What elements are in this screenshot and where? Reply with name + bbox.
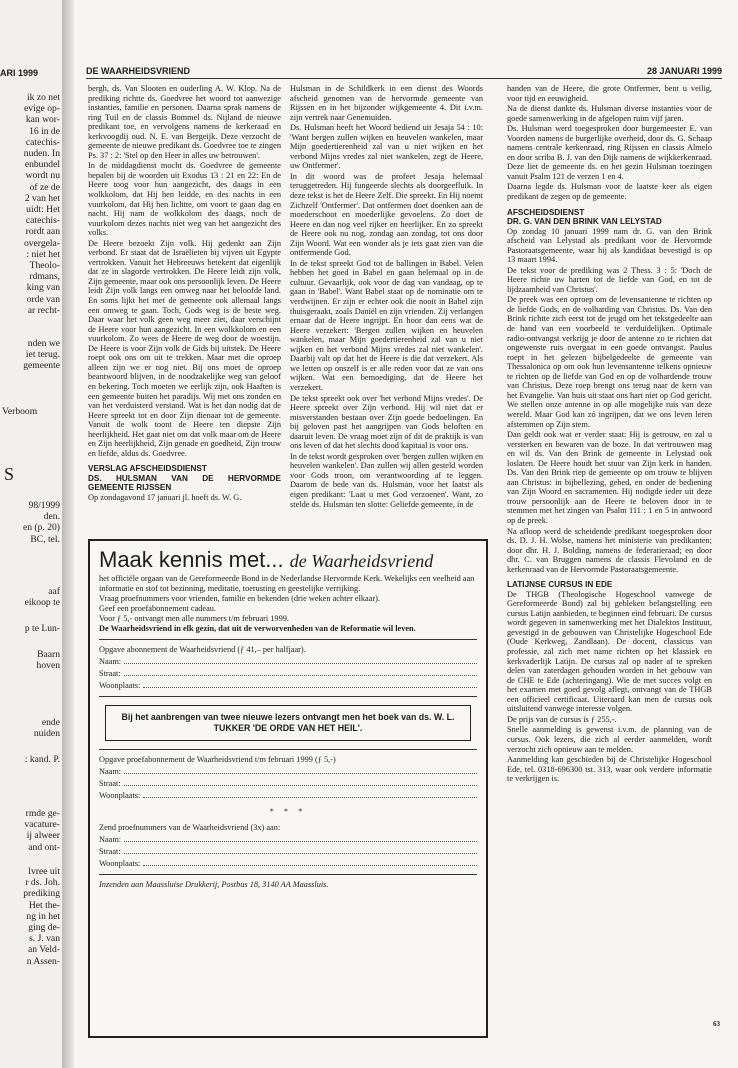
- fill-line[interactable]: [124, 835, 477, 842]
- name-field[interactable]: [99, 835, 477, 845]
- fill-line[interactable]: [124, 767, 477, 774]
- previous-page-header: ARI 1999: [0, 68, 39, 78]
- field-label: Straat:: [99, 779, 121, 788]
- divider: [99, 639, 477, 640]
- previous-page-edge: [0, 0, 63, 1068]
- field-label: Woonplaats:: [99, 859, 141, 868]
- divider: [99, 696, 477, 697]
- fill-line[interactable]: [143, 859, 477, 866]
- previous-page-text: ende nuiden: [33, 717, 60, 740]
- ad-line: Voor ƒ 5,- ontvangt men alle nummers t/m februari 1999.: [99, 614, 289, 623]
- previous-page-text: Verboom: [2, 406, 38, 417]
- field-label: Woonplaats:: [99, 791, 141, 800]
- previous-page-text: S: [4, 464, 15, 484]
- book-gutter: [62, 0, 74, 1068]
- paragraph: De preek was een oproep om de levensantenne te richten op de liefde Gods, en de volharding van Christus. Ds. Van den Brink richtte zich eerst tot de jeugd om het tekstgedeelte aan de hand van een voorbeeld te verduidelijken. Optimale radio-ontvangst verkrijg je door de antenne zo te richten dat ongewenste ruis overgaat in een goede ontvangst. Paulus roept in het gelezen bijbelgedeelte de gemeente van Thessalonica op om ook hun levensantenne telkens opnieuw te richten op de liefde van God en op de volhardende trouw van Christus. Deze roep brengt ons terug naar de kern van het Evangelie. Van huis uit staat ons hart niet op God gericht. We stellen onze antenne in op alle mogelijke ruis van deze wereld. Maar God kan zó ingrijpen, dat we ons leven leren afstemmen op Zijn stem.: [507, 295, 712, 429]
- bonus-offer-box: Bij het aanbrengen van twee nieuwe lezers ontvangt men het boek van ds. W. L. TUKKER 'DE ORDE VAN HET HEIL'.: [105, 705, 471, 741]
- section-heading: AFSCHEIDSDIENST: [507, 207, 585, 217]
- paragraph: Hulsman in de Schildkerk in een dienst des Woords afscheid genomen van de hervormde gemeente van Rijssen en in het bijzonder wijkgemeente 4. Dit i.v.m. zijn vertrek naar Genemuiden.: [290, 84, 483, 122]
- paragraph: Daarna legde ds. Hulsman voor de laatste keer als eigen predikant de zegen op de gemeente.: [507, 182, 712, 202]
- form-title-subscription: Opgave abonnement de Waarheidsvriend (ƒ 41,– per halfjaar).: [99, 645, 306, 654]
- city-field[interactable]: [99, 859, 477, 869]
- section-subheading: DR. G. VAN DEN BRINK VAN LELYSTAD: [507, 217, 662, 227]
- previous-page-text: ik zo net evige op- kan wor- 16 in de catechis- nuden. In enbundel wordt nu of ze de 2 van het uidt: Het catechis- rordt aan overgela- : niet het Theolo- rdmans, king van orde van ar recht-: [23, 92, 60, 316]
- previous-page-text: Baarn hoven: [36, 649, 60, 672]
- page-number: 63: [713, 1020, 720, 1028]
- ad-line: Vraag proefnummers voor vrienden, familie en bekenden (drie weken achter elkaar).: [99, 594, 381, 603]
- previous-page-text: aaf eikoop te: [24, 586, 60, 609]
- newspaper-page: [74, 0, 738, 1068]
- form-title-samples: Zend proefnummers van de Waarheidsvriend (3x) aan:: [99, 823, 281, 832]
- column-3: [507, 84, 712, 785]
- ad-title-brand: de Waarheidsvriend: [289, 551, 434, 571]
- paragraph: De prijs van de cursus is ƒ 255,-.: [507, 714, 617, 724]
- paragraph: Na de dienst dankte ds. Hulsman diverse instanties voor de goede samenwerking in de afgelopen ruim vijf jaren.: [507, 104, 712, 123]
- issue-date: 28 JANUARI 1999: [646, 66, 722, 76]
- fill-line[interactable]: [124, 657, 477, 664]
- ad-line: Geef een proefabonnement cadeau.: [99, 604, 217, 613]
- paragraph: In de middagdienst mocht ds. Goedvree de gemeente bepalen bij de woorden uit Exodus 13 : 21 en 22: En de Heere toog voor hun aangezicht, des daags in een wolkkolom, dat Hij hen leidde, en des nachts in een vuurkolom, dat Hij hen lichtte, om voort te gaan dag en nacht. Hij nam de wolkkolom des daags, noch de vuurkolom dezes nachts niet weg van het aangezicht des volks.: [88, 161, 281, 238]
- ad-title-main: Maak kennis met...: [99, 547, 284, 572]
- name-field[interactable]: [99, 767, 477, 777]
- paragraph: In de tekst spreekt God tot de ballingen in Babel. Velen hebben het goed in Babel en gaan helemaal op in de cultuur. Gevaarlijk, ook voor de dag van vandaag, op te gaan in 'Babel'. Want Babel staat op de nominatie om te verdwijnen. Er zijn er echter ook die nooit in Babel zijn thuisgeraakt, zoals Daniël en zijn vrienden. Zij verlangen ernaar dat de Heere ingrijpt. En hoor dan eens wat de Heere verzekert: 'Bergen zullen wijken en heuvelen wankelen, maar Mijn goedertierenheid zal van u niet wijken en het verbond Mijns vredes zal niet wankelen'. Daarbij valt op dat het de Heere is die dat verzekert. Als we letten op onszelf is er alle reden voor dat ze van ons wijken. Wat een bemoediging, dat de Heere het verzekert.: [290, 258, 483, 392]
- fill-line[interactable]: [124, 847, 477, 854]
- ad-title: [99, 547, 477, 574]
- publication-name: DE WAARHEIDSVRIEND: [86, 66, 191, 76]
- fill-line[interactable]: [143, 791, 477, 798]
- ad-footer-address: Inzenden aan Maassluise Drukkerij, Postbus 18, 3140 AA Maassluis.: [99, 880, 329, 889]
- paragraph: Dan geldt ook wat er verder staat: Hij is getrouw, en zal u versterken en bewaren van de boze. In dat vertrouwen mag en wil ds. Van den Brink de gemeente in Lelystad ook loslaten. De Heere houdt het stuur van Zijn kerk in handen. Ds. Van den Brink riep de gemeente op om trouw te blijven aan Christus: in bijbellezing, gebed, en onder de bediening van Zijn Woord en sacramenten. Hij nodigde ieder uit deze trouw persoonlijk aan de Heere te beloven door in te stemmen met het zingen van Psalm 111 : 1 en 5 in antwoord op de preek.: [507, 430, 712, 525]
- previous-page-text: rmde ge- vacature- ij alweer and ont-: [24, 808, 60, 853]
- previous-page-text: nden we iet terug. gemeente: [23, 338, 60, 372]
- running-header: [86, 66, 722, 79]
- paragraph: In de tekst wordt gesproken over 'bergen zullen wijken en heuvelen wankelen'. Dan zullen wij allen gesteld worden voor Gods troon, om verantwoording af te leggen. Daarom de bede van ds. Hulsman, voor het laatst als eigen predikant: 'Laat u met God verzoenen'. Want, zo stelde ds. Hulsman ten slotte: Geliefde gemeente, in de: [290, 451, 483, 509]
- field-label: Naam:: [99, 767, 122, 776]
- paragraph: Snelle aanmelding is gewenst i.v.m. de planning van de cursus. Ook lezers, die zich al eerder aanmelden, wordt verzocht zich opnieuw aan te melden.: [507, 725, 712, 754]
- previous-page-text: lvree uit r ds. Joh. prediking Het the- ng in het ging de- s. J. van an Veld- n Assen-: [23, 866, 60, 967]
- paragraph: Ds. Hulsman werd toegesproken door burgemeester E. van Voorden namens de burgerlijke overheid, door ds. G. Schaap namens centrale kerkenraad, ring Rijssen en classis Almelo en door scriba B. J. van den Dijk namens de wijkkerkenraad. Deze liet de gemeente ds. en het gezin Hulsman toezingen vanuit Psalm 121 de verzen 1 en 4.: [507, 124, 712, 181]
- column-1: [88, 84, 281, 503]
- street-field[interactable]: [99, 847, 477, 857]
- previous-page-text: : kand. P.: [24, 754, 60, 765]
- section-subheading: DS. HULSMAN VAN DE HERVORMDE GEMEENTE RIJSSEN: [88, 473, 281, 493]
- section-heading: VERSLAG AFSCHEIDSDIENST: [88, 464, 207, 474]
- divider: [99, 749, 477, 750]
- paragraph: Op zondagavond 17 januari jl. hoeft ds. W. G.: [88, 492, 242, 502]
- paragraph: Aanmelding kan geschieden bij de Christelijke Hogeschool Ede, tel. 0318-696300 tst. 313, waar ook verdere informatie te verkrijgen is.: [507, 755, 712, 784]
- previous-page-text: p te Lun-: [24, 623, 60, 634]
- paragraph: In dit woord was de profeet Jesaja helemaal teruggetreden. Hij fungeerde slechts als doorgeefluik. In deze tekst is het de Heere Zelf. Die spreekt. En Hij noemt Zichzelf 'Ontfermer'. Dat ontfermen doet doenken aan de moederschoot en moederlijke gevoelens. Zo doet de Heere en dan nog veel rijker en heerlijker. En zo spreekt de Heere ook nu nog, zondag aan zondag, tot ons door Zijn Woord. Wat een wonder als je iets gaat zien van die ontfermende God.: [290, 171, 483, 258]
- paragraph: handen van de Heere, die grote Ontfermer, bent u veilig, voor tijd en eeuwigheid.: [507, 84, 712, 103]
- fill-line[interactable]: [124, 669, 477, 676]
- field-label: Straat:: [99, 669, 121, 678]
- field-label: Straat:: [99, 847, 121, 856]
- previous-page-text: 98/1999 den. en (p. 20) BC, tel.: [22, 500, 60, 545]
- paragraph: Ds. Hulsman heeft het Woord bediend uit Jesaja 54 : 10: 'Want bergen zullen wijken en heuvelen wankelen, maar Mijn goedertierenheid zal van u niet wijken en het verbond Mijns vredes zal niet wankelen, zegt de Heere, uw Ontfermer'.: [290, 123, 483, 171]
- paragraph: De tekst spreekt ook over 'het verbond Mijns vredes'. De Heere spreekt over Zijn verbond. Hij wil niet dat er misverstanden bestaan over Zijn goede bedoelingen. En bij geloven past het aangrijpen van Gods beloften en daaruit leven. De vraag moet zijn of dit de praktijk is van ons leven of dat het slechts dood kapitaal is voor ons.: [290, 393, 483, 451]
- street-field[interactable]: [99, 779, 477, 789]
- fill-line[interactable]: [124, 779, 477, 786]
- paragraph: De tekst voor de prediking was 2 Thess. 3 : 5: 'Doch de Heere richte uw harten tot de liefde van God, en tot de lijdzaamheid van Christus'.: [507, 265, 712, 294]
- paragraph: Na afloop werd de scheidende predikant toegesproken door ds. D. J. H. Wolse, namens het ministerie van predikanten; door dhr. H. J. Bolding, namens de federatieraad; en door dhr. C. van Bruggen namens de classis Flevoland en de kerkenraad van de Hervormde Pastoraatsgemeente.: [507, 526, 712, 574]
- divider: [99, 874, 477, 875]
- city-field[interactable]: [99, 791, 477, 801]
- paragraph: Op zondag 10 januari 1999 nam dr. G. van den Brink afscheid van Lelystad als predikant voor de Hervormde Pastoraatsgemeente, waar hij als kandidaat bevestigd is op 13 maart 1994.: [507, 226, 712, 265]
- paragraph: bergh, ds. Van Slooten en ouderling A. W. Klop. Na de prediking richtte ds. Goedvree het woord tot aanwezige instanties, familie en personen. Daarna sprak namens de ring Tuil en de classis Bommel ds. Nijland de nieuwe predikant toe, en vervolgens namens de kerkeraad en kerkvoogdij oud. N. E. van Bergeijk. Deze verzocht de gemeente de nieuwe predikant ds. Goedvree toe te zingen Ps. 37 : 2: 'Stel op den Heer in alles uw betrouwen'.: [88, 84, 281, 160]
- form-title-trial: Opgave proefabonnement de Waarheidsvriend t/m februari 1999 (ƒ 5,-): [99, 755, 336, 764]
- subscription-advertisement: [88, 539, 488, 1038]
- fill-line[interactable]: [143, 681, 477, 688]
- field-label: Naam:: [99, 657, 122, 666]
- street-field[interactable]: [99, 669, 477, 679]
- ad-intro: het officiële orgaan van de Gereformeerde Bond in de Nederlandse Hervormde Kerk. Wekelijks een veelheid aan informatie en stof tot bezinning, meditatie, toerusting en geestelijke verrijking.: [99, 574, 475, 593]
- section-heading: LATIJNSE CURSUS IN EDE: [507, 580, 613, 590]
- ad-line: De Waarheidsvriend in elk gezin, dat uit de verworvenheden van de Reformatie wil leven.: [99, 624, 416, 633]
- name-field[interactable]: [99, 657, 477, 667]
- field-label: Woonplaats:: [99, 681, 141, 690]
- city-field[interactable]: [99, 681, 477, 691]
- column-2: [290, 84, 483, 510]
- paragraph: De THGB (Theologische Hogeschool vanwege de Gereformeerde Bond) zal bij gebleken belangstelling een cursus Latijn aanbieden, te beginnen eind februari. De cursus wordt gegeven in samenwerking met het Dialektos Instituut, gevestigd in de gebouwen van Christelijke Hogeschool Ede (Oude Kerkweg, Zandlaan). De docent, classicus van professie, zal zich met name richten op het klassiek en kerkvaderlijk Latijn. De cursus zal op nader af te spreken delen van zaterdagen gehouden worden in het gebouw van de CHE te Ede (achteringang). Wie de met succes volgt en het examen met goed gevolg aflegt, ontvangt van de THGB een officieel certificaat. Uiteraard kan men de cursus ook uitsluitend vanwege interesse volgen.: [507, 589, 712, 714]
- separator-stars: * * *: [269, 807, 307, 816]
- paragraph: De Heere bezoekt Zijn volk. Hij gedenkt aan Zijn verbond. Er staat dat de Israëlieten bij vijven uit Egypte vertrokken. Vanuit het Hebreeuws betekent dat eigenlijk dat ze in slagorde vertrokken. De Heere leidt zijn volk, Zijn gemeente, maar ook ons persoonlijk leven. De Heere leidt Zijn volk langs een omweg naar het beloofde land. En soms lijkt het met de gemeente ook allemaal langs een omweg te gaan. Toch, Gods weg is de beste weg. Daar waar het volk geen weg meer ziet, daar verschijnt de Heere voor hun aangezicht. In een wolkkolom en een vuurkolom. Zo wees de Heere de weg door de woestijn. De Heere is voor Zijn volk de Gids bij uitstek. De Heere roept ook ons om uit te trekken. Maar met die oproep alleen zijn we er nog niet. Bij ons moet de oproep beantwoord blijven, in de noodzakelijke weg van geloof en bekering. Toch moeten we eerlijk zijn, ook Haaften is een gemeente buiten het paradijs. Wij met ons zonden en van het verduisterd verstand. Wat is het dan nodig dat de Heere spreekt tot en door Zijn dienaar tot de gemeente. Vanuit de wolk toont de Heere ten diepste Zijn heerlijkheid. Het gaat niet om dat volk maar om de Heere en Zijn heerlijkheid, Zijn genade en goedheid, Zijn trouw en liefde, aldus ds. Goedvree.: [88, 238, 281, 458]
- field-label: Naam:: [99, 835, 122, 844]
